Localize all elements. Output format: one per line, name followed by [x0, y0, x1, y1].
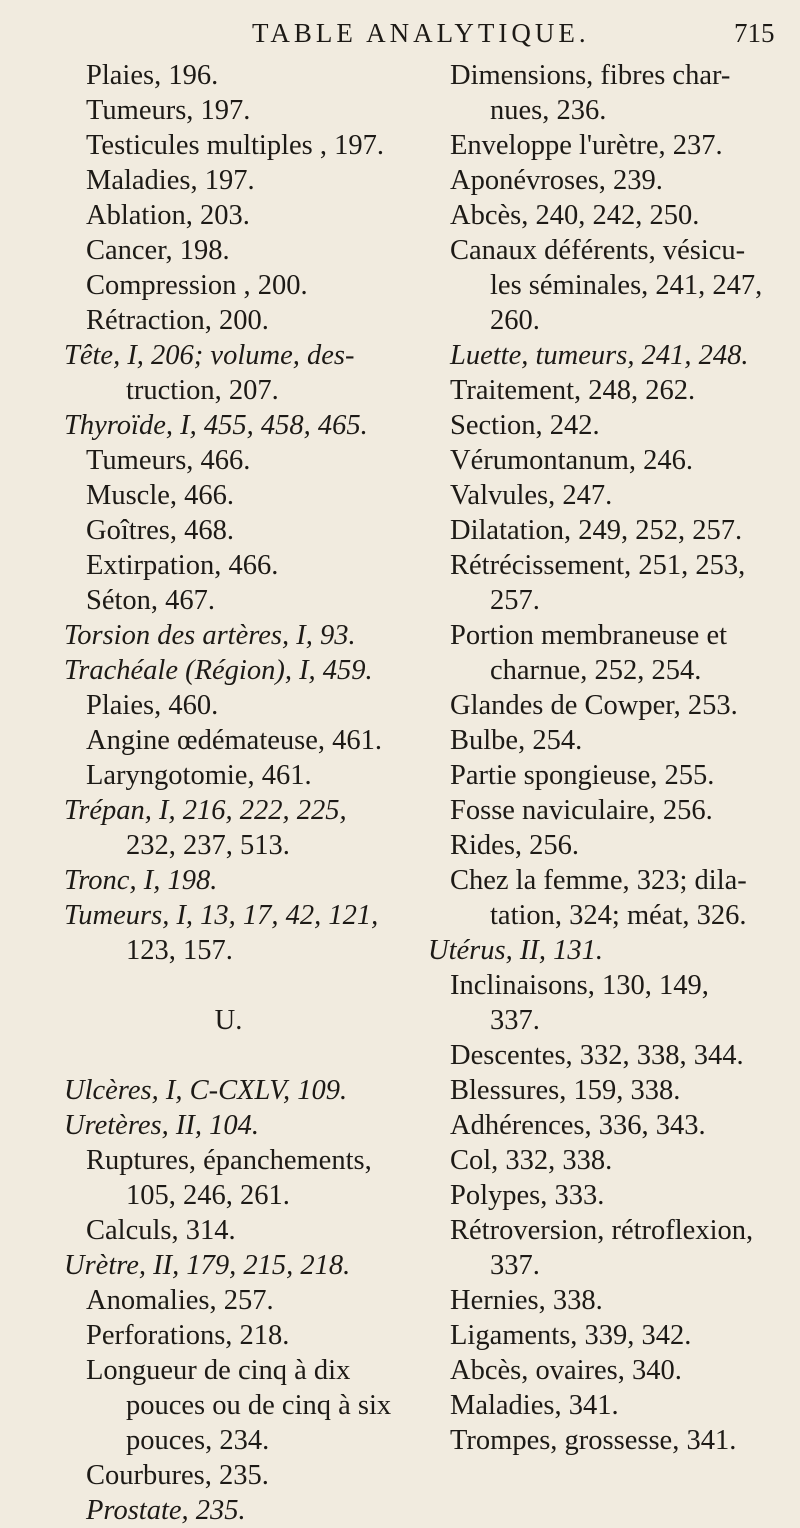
index-subentry: Maladies, 197.: [86, 165, 255, 196]
page-header: [0, 12, 800, 52]
index-main-entry: Tronc, I, 198.: [64, 865, 218, 896]
index-main-entry: Urètre, II, 179, 215, 218.: [64, 1250, 351, 1281]
index-subentry: Rétraction, 200.: [86, 305, 269, 336]
index-continuation-line: les séminales, 241, 247,: [490, 270, 763, 301]
index-continuation-line: 257.: [490, 585, 540, 616]
index-main-entry: Ulcères, I, C-CXLV, 109.: [64, 1075, 348, 1106]
index-subentry: Laryngotomie, 461.: [86, 760, 312, 791]
index-subentry: Trompes, grossesse, 341.: [450, 1425, 737, 1456]
index-subentry: Col, 332, 338.: [450, 1145, 613, 1176]
index-subentry: Courbures, 235.: [86, 1460, 269, 1491]
index-subentry: Ruptures, épanchements,: [86, 1145, 372, 1176]
index-subentry: Rétrécissement, 251, 253,: [450, 550, 746, 581]
index-subentry: Testicules multiples , 197.: [86, 130, 385, 161]
index-subentry: Tumeurs, 466.: [86, 445, 251, 476]
spacer: [56, 1038, 401, 1073]
index-subentry: Canaux déférents, vésicu-: [450, 235, 746, 266]
index-subentry: Section, 242.: [450, 410, 600, 441]
index-subentry: Angine œdémateuse, 461.: [86, 725, 383, 756]
index-subentry: Anomalies, 257.: [86, 1285, 274, 1316]
index-subentry: Traitement, 248, 262.: [450, 375, 696, 406]
index-continuation-line: 105, 246, 261.: [126, 1180, 290, 1211]
index-subentry: Rides, 256.: [450, 830, 580, 861]
page-number: 715: [734, 18, 775, 48]
index-continuation-line: pouces, 234.: [126, 1425, 270, 1456]
index-main-entry: Thyroïde, I, 455, 458, 465.: [64, 410, 368, 441]
index-main-entry: Trachéale (Région), I, 459.: [64, 655, 373, 686]
index-subentry: Portion membraneuse et: [450, 620, 728, 651]
index-continuation-line: 232, 237, 513.: [126, 830, 290, 861]
index-subentry: Dimensions, fibres char-: [450, 60, 731, 91]
index-subentry: Valvules, 247.: [450, 480, 613, 511]
index-subentry: Longueur de cinq à dix: [86, 1355, 351, 1386]
index-continuation-line: 337.: [490, 1250, 540, 1281]
index-subentry: Calculs, 314.: [86, 1215, 236, 1246]
index-subentry: Blessures, 159, 338.: [450, 1075, 681, 1106]
index-subentry: Polypes, 333.: [450, 1180, 605, 1211]
index-subentry: Enveloppe l'urètre, 237.: [450, 130, 723, 161]
index-continuation-line: nues, 236.: [490, 95, 607, 126]
index-subentry: Abcès, 240, 242, 250.: [450, 200, 700, 231]
index-subentry: Séton, 467.: [86, 585, 216, 616]
index-continuation-line: truction, 207.: [126, 375, 279, 406]
index-subentry: Rétroversion, rétroflexion,: [450, 1215, 754, 1246]
index-subentry: Extirpation, 466.: [86, 550, 279, 581]
index-subentry: Cancer, 198.: [86, 235, 230, 266]
index-continuation-line: 337.: [490, 1005, 540, 1036]
index-subentry: Aponévroses, 239.: [450, 165, 663, 196]
index-subentry: Muscle, 466.: [86, 480, 235, 511]
index-continuation-line: 260.: [490, 305, 540, 336]
index-subentry: Vérumontanum, 246.: [450, 445, 694, 476]
index-continuation-line: pouces ou de cinq à six: [126, 1390, 392, 1421]
index-subentry: Fosse naviculaire, 256.: [450, 795, 713, 826]
index-subentry: Tumeurs, 197.: [86, 95, 251, 126]
index-main-entry: Tumeurs, I, 13, 17, 42, 121,: [64, 900, 379, 931]
index-column-left: [56, 58, 401, 1528]
index-subentry: Maladies, 341.: [450, 1390, 619, 1421]
index-subentry: Chez la femme, 323; dila-: [450, 865, 747, 896]
index-subentry: Adhérences, 336, 343.: [450, 1110, 706, 1141]
running-title: TABLE ANALYTIQUE.: [252, 18, 590, 48]
index-main-entry: Tête, I, 206; volume, des-: [64, 340, 355, 371]
index-continuation-line: 123, 157.: [126, 935, 233, 966]
index-main-entry: Torsion des artères, I, 93.: [64, 620, 356, 651]
section-letter-heading: U.: [214, 1005, 243, 1036]
index-subentry: Perforations, 218.: [86, 1320, 290, 1351]
index-subentry: Partie spongieuse, 255.: [450, 760, 715, 791]
index-subentry: Inclinaisons, 130, 149,: [450, 970, 709, 1001]
index-continuation-line: charnue, 252, 254.: [490, 655, 702, 686]
index-subentry: Hernies, 338.: [450, 1285, 603, 1316]
index-subentry: Prostate, 235.: [86, 1495, 246, 1526]
index-subentry: Dilatation, 249, 252, 257.: [450, 515, 743, 546]
index-subentry: Abcès, ovaires, 340.: [450, 1355, 682, 1386]
index-subentry: Plaies, 196.: [86, 60, 219, 91]
index-main-entry: Trépan, I, 216, 222, 225,: [64, 795, 347, 826]
index-subentry: Luette, tumeurs, 241, 248.: [450, 340, 749, 371]
index-subentry: Bulbe, 254.: [450, 725, 583, 756]
index-subentry: Descentes, 332, 338, 344.: [450, 1040, 744, 1071]
index-subentry: Plaies, 460.: [86, 690, 219, 721]
index-column-right: [420, 58, 792, 1458]
index-main-entry: Utérus, II, 131.: [428, 935, 603, 966]
index-subentry: Compression , 200.: [86, 270, 308, 301]
spacer: [56, 968, 401, 1003]
index-subentry: Goîtres, 468.: [86, 515, 235, 546]
index-subentry: Ligaments, 339, 342.: [450, 1320, 692, 1351]
index-subentry: Glandes de Cowper, 253.: [450, 690, 738, 721]
index-main-entry: Uretères, II, 104.: [64, 1110, 259, 1141]
index-continuation-line: tation, 324; méat, 326.: [490, 900, 747, 931]
index-subentry: Ablation, 203.: [86, 200, 250, 231]
